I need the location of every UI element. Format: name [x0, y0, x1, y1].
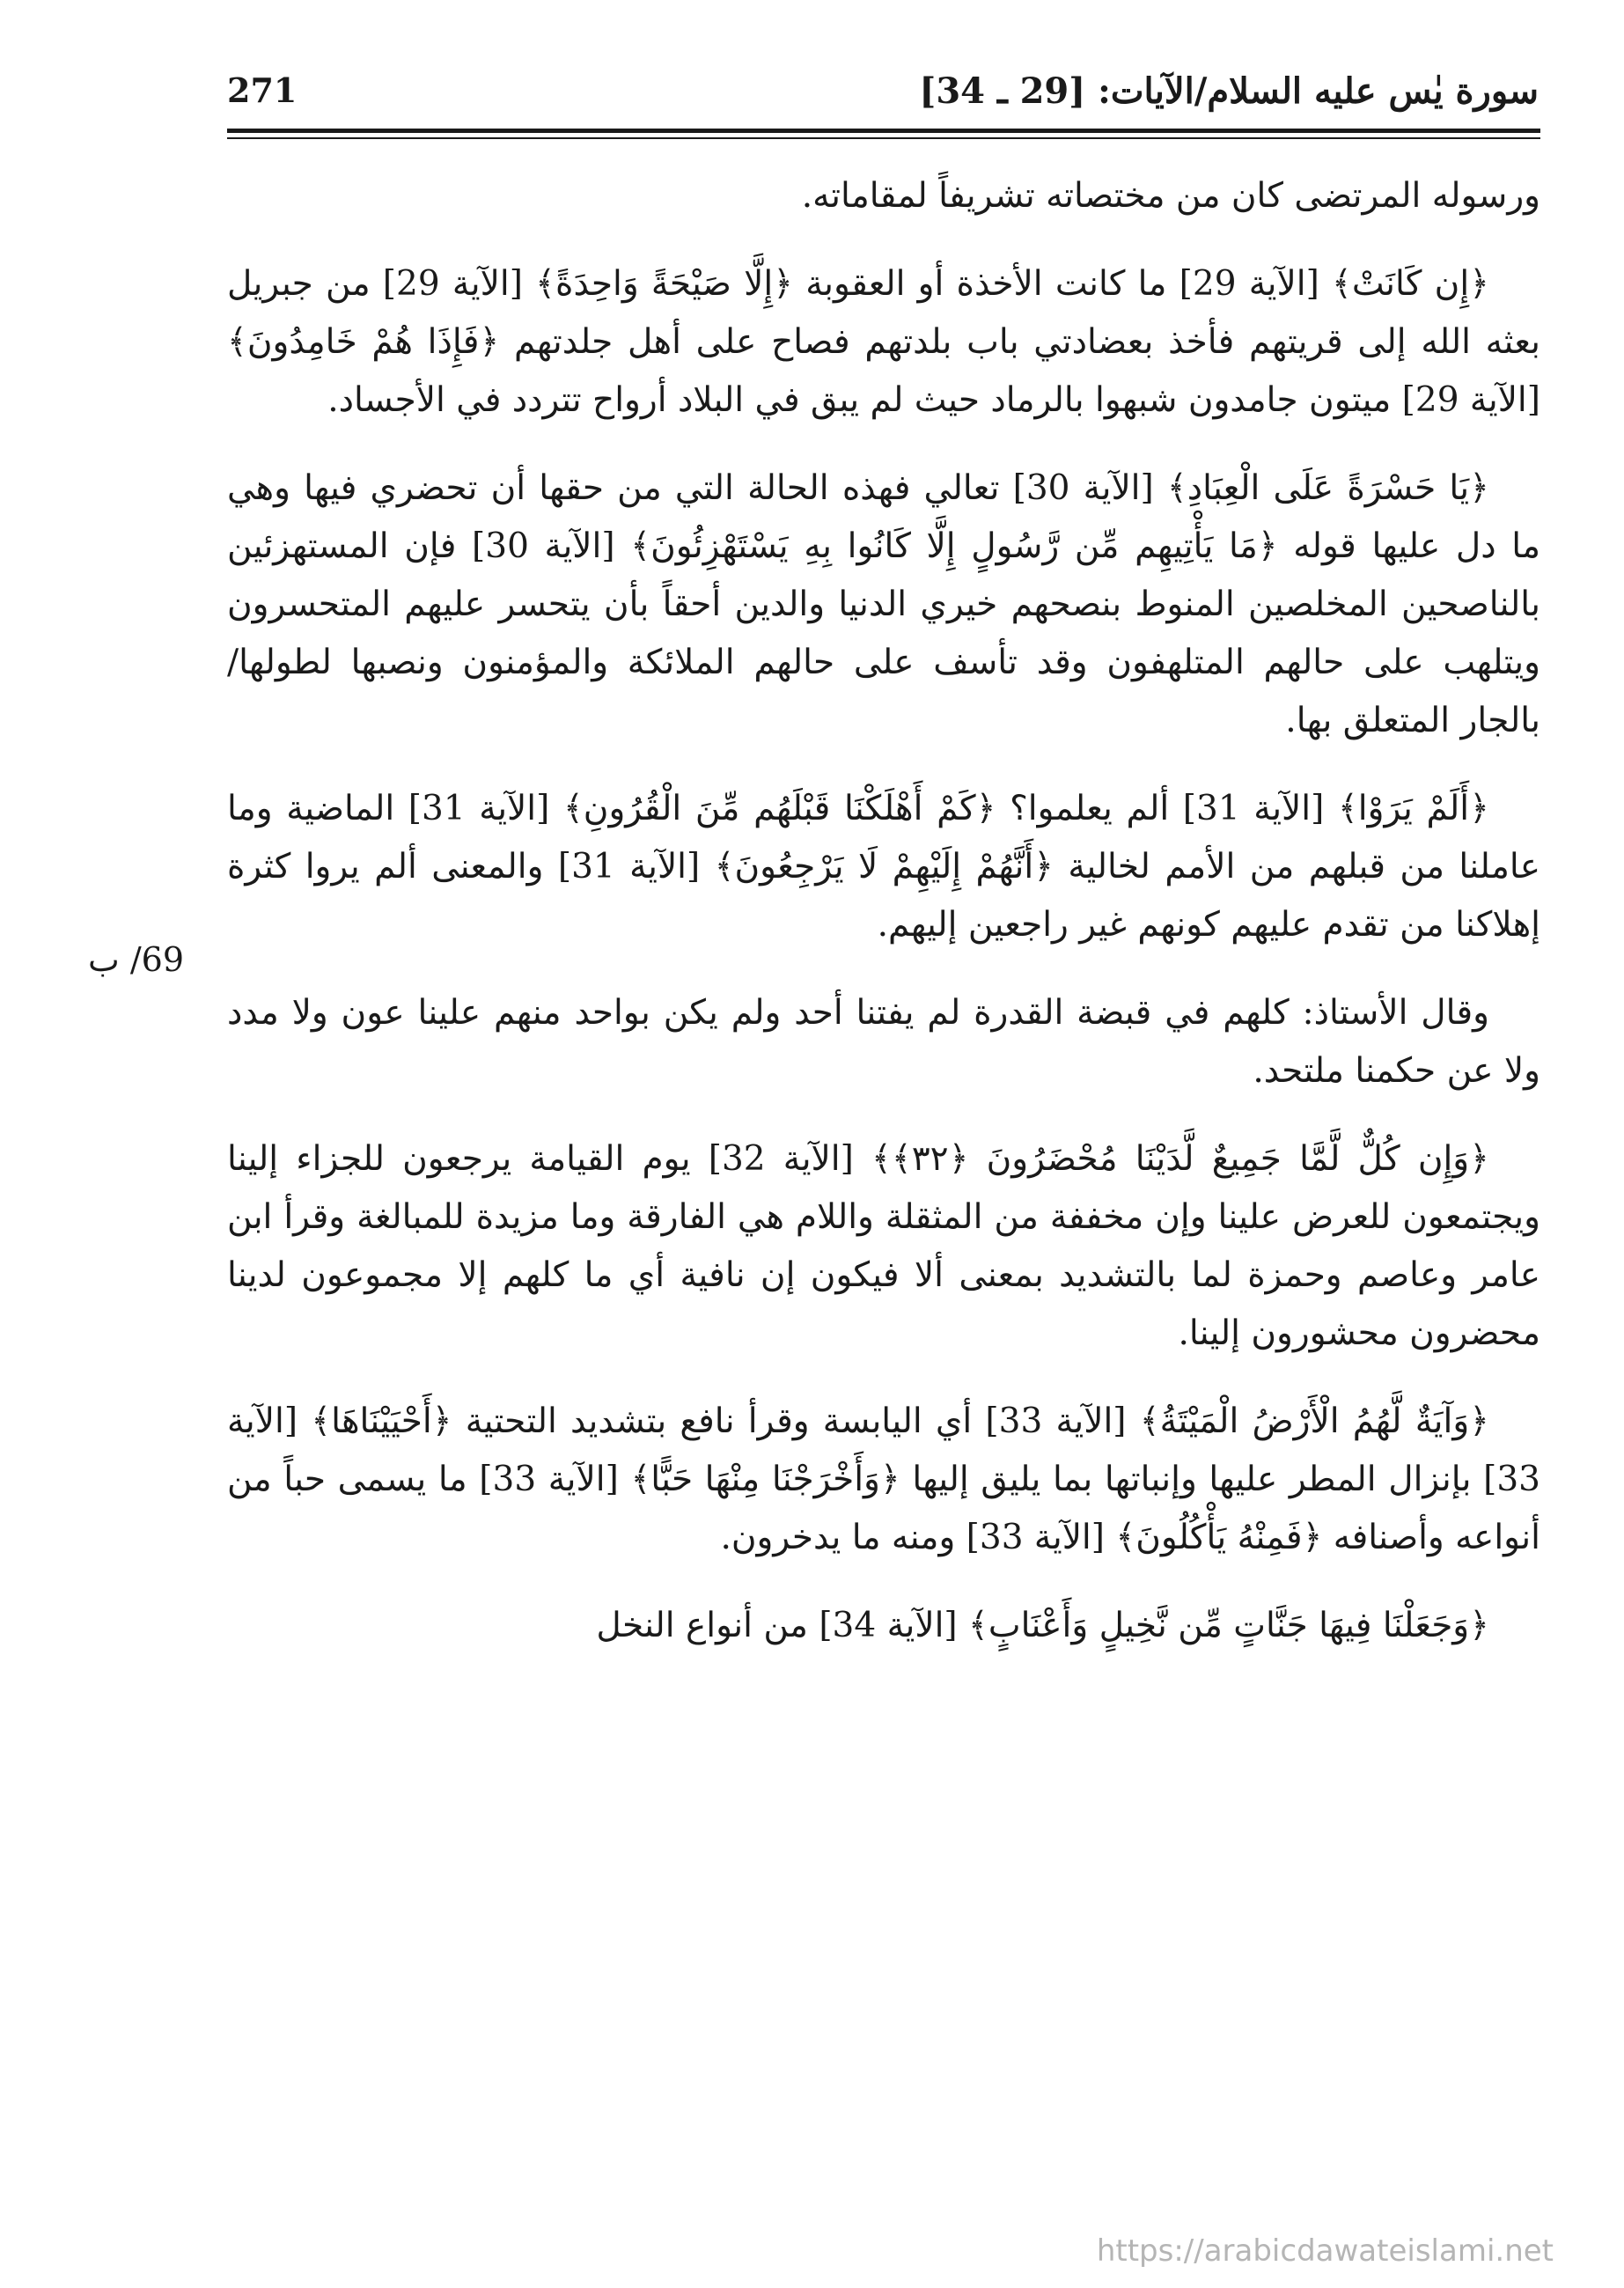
body-text: [227, 167, 1540, 1685]
paragraph: ﴿وَجَعَلْنَا فِيهَا جَنَّاتٍ مِّن نَّخِيلٍ وَأَعْنَابٍ﴾ [الآية 34] من أنواع النخل: [596, 1606, 1489, 1645]
paragraph: ورسوله المرتضى كان من مختصاته تشريفاً لمقاماته.: [801, 176, 1540, 216]
paragraph: ﴿وَآيَةٌ لَّهُمُ الْأَرْضُ الْمَيْتَةُ﴾ [الآية 33] أي اليابسة وقرأ نافع بتشديد التحتية ﴿أَحْيَيْنَاهَا﴾ [الآية 33] بإنزال المطر عليها وإنباتها بما يليق إليها ﴿وَأَخْرَجْنَا مِنْهَا حَبًّا﴾ [الآية 33] ما يسمى حباً من أنواعه وأصنافه ﴿فَمِنْهُ يَأْكُلُونَ﴾ [الآية 33] ومنه ما يدخرون.: [227, 1401, 1540, 1557]
manuscript-folio-note: 69/ ب: [88, 940, 185, 979]
page-number: 271: [227, 70, 298, 110]
paragraph: ﴿وَإِن كُلٌّ لَّمَّا جَمِيعٌ لَّدَيْنَا مُحْضَرُونَ ﴿٣٢﴾﴾ [الآية 32] يوم القيامة يرجعون للجزاء إلينا ويجتمعون للعرض علينا وإن مخففة من المثقلة واللام هي الفارقة وما مزيدة للمبالغة وقرأ ابن عامر وعاصم وحمزة لما بالتشديد بمعنى ألا فيكون إن نافية أي ما كلهم إلا مجموعون لدينا محضرون محشورون إلينا.: [227, 1139, 1540, 1353]
paragraph: ﴿يَا حَسْرَةً عَلَى الْعِبَادِ﴾ [الآية 30] تعالي فهذه الحالة التي من حقها أن تحضري فيها وهي ما دل عليها قوله ﴿مَا يَأْتِيهِم مِّن رَّسُولٍ إِلَّا كَانُوا بِهِ يَسْتَهْزِئُونَ﴾ [الآية 30] فإن المستهزئين بالناصحين المخلصين المنوط بنصحهم خيري الدنيا والدين أحقاً بأن يتحسر عليهم المتحسرون ويتلهب على حالهم المتلهفون وقد تأسف على حالهم الملائكة والمؤمنون ونصبها لطولها/ بالجار المتعلق بها.: [227, 468, 1540, 740]
watermark-url: https://arabicdawateislami.net: [1096, 2233, 1554, 2269]
header-title: سورة يٰس عليه السلام/الآيات: [29 ـ 34]: [919, 70, 1539, 112]
running-header: [227, 62, 1539, 130]
paragraph: ﴿أَلَمْ يَرَوْا﴾ [الآية 31] ألم يعلموا؟ ﴿كَمْ أَهْلَكْنَا قَبْلَهُم مِّنَ الْقُرُونِ﴾ [الآية 31] الماضية وما عاملنا من قبلهم من الأمم لخالية ﴿أَنَّهُمْ إِلَيْهِمْ لَا يَرْجِعُونَ﴾ [الآية 31] والمعنى ألم يروا كثرة إهلاكنا من تقدم عليهم كونهم غير راجعين إليهم.: [227, 789, 1540, 945]
header-rule-thick: [227, 129, 1540, 133]
paragraph: وقال الأستاذ: كلهم في قبضة القدرة لم يفتنا أحد ولم يكن بواحد منهم علينا عون ولا مدد ولا عن حكمنا ملتحد.: [227, 993, 1540, 1091]
header-rule-thin: [227, 137, 1540, 139]
paragraph: ﴿إِن كَانَتْ﴾ [الآية 29] ما كانت الأخذة أو العقوبة ﴿إِلَّا صَيْحَةً وَاحِدَةً﴾ [الآية 29] من جبريل بعثه الله إلى قريتهم فأخذ بعضادتي باب بلدتهم فصاح على أهل جلدتهم ﴿فَإِذَا هُمْ خَامِدُونَ﴾ [الآية 29] ميتون جامدون شبهوا بالرماد حيث لم يبق في البلاد أرواح تتردد في الأجساد.: [227, 264, 1540, 420]
